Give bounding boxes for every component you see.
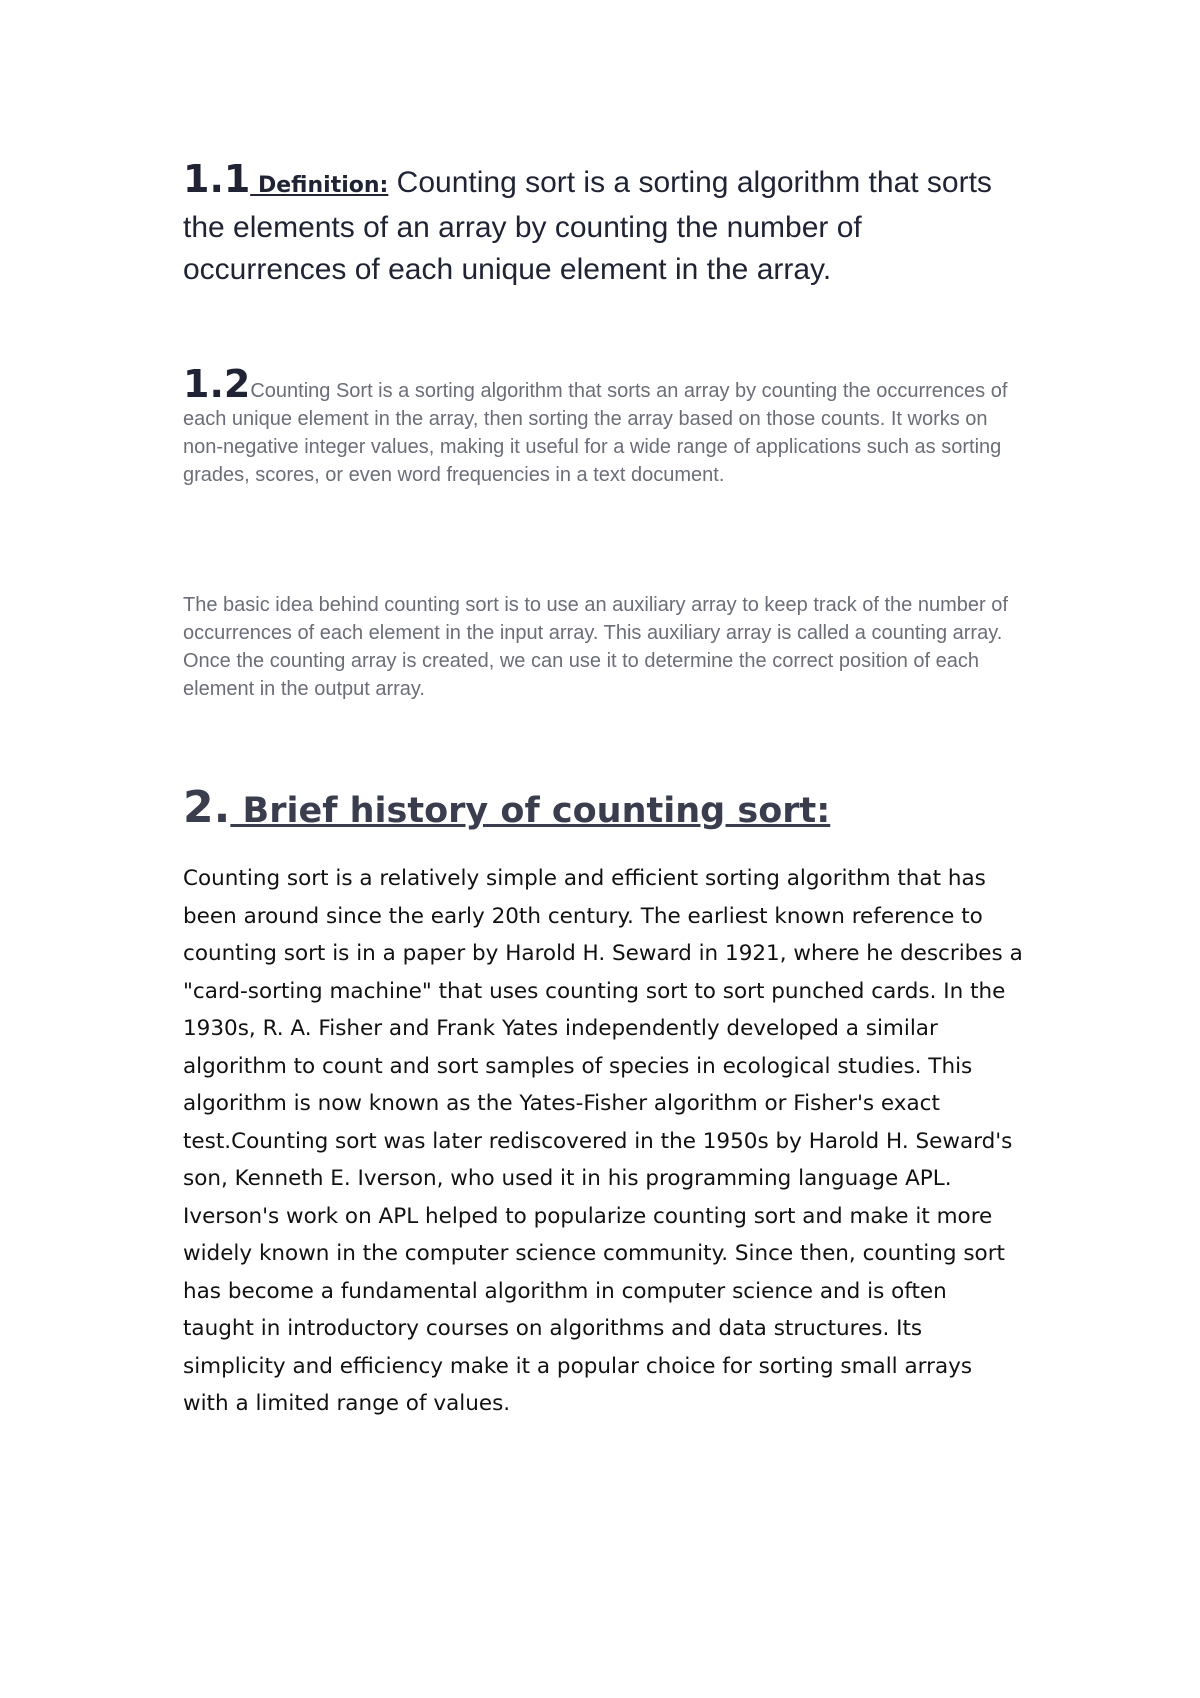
section-1-2-text: Counting Sort is a sorting algorithm that sorts an array by counting the occurrences of each unique element in the array, then sorting the array based on those counts. It works on non-negative integer values, making it useful for a wide range of applications such as sorting grades, scores, or even word frequencies in a text document. — [183, 380, 1008, 486]
section-1-1 — [183, 158, 1023, 291]
section-2-heading — [183, 784, 1083, 835]
section-1-2-number: 1.2 — [183, 362, 251, 406]
history-paragraph: Counting sort is a relatively simple and efficient sorting algorithm that has been around since the early 20th century. The earliest known reference to counting sort is in a paper by Harold H. Seward in 1921, where he describes a "card-sorting machine" that uses counting sort to sort punched cards. In the 1930s, R. A. Fisher and Frank Yates independently developed a similar algorithm to count and sort samples of species in ecological studies. This algorithm is now known as the Yates-Fisher algorithm or Fisher's exact test.Counting sort was later rediscovered in the 1950s by Harold H. Seward's son, Kenneth E. Iverson, who used it in his programming language APL. Iverson's work on APL helped to popularize counting sort and make it more widely known in the computer science community. Since then, counting sort has become a fundamental algorithm in computer science and is often taught in introductory courses on algorithms and data structures. Its simplicity and efficiency make it a popular choice for sorting small arrays with a limited range of values. — [183, 866, 1023, 1416]
counting-array-paragraph: The basic idea behind counting sort is to use an auxiliary array to keep track of the number of occurrences of each element in the input array. This auxiliary array is called a counting array. Once the counting array is created, we can use it to determine the correct position of each element in the output array. — [183, 594, 1008, 700]
section-1-1-number: 1.1 — [183, 157, 251, 201]
section-2-title: Brief history of counting sort: — [230, 791, 831, 831]
section-1-2 — [183, 362, 1023, 489]
definition-label: Definition: — [258, 173, 389, 198]
section-2-number: 2. — [183, 782, 231, 833]
definition-text: Counting sort is a sorting algorithm that sorts the elements of an array by counting the number of occurrences of each unique element in the array. — [183, 166, 992, 286]
